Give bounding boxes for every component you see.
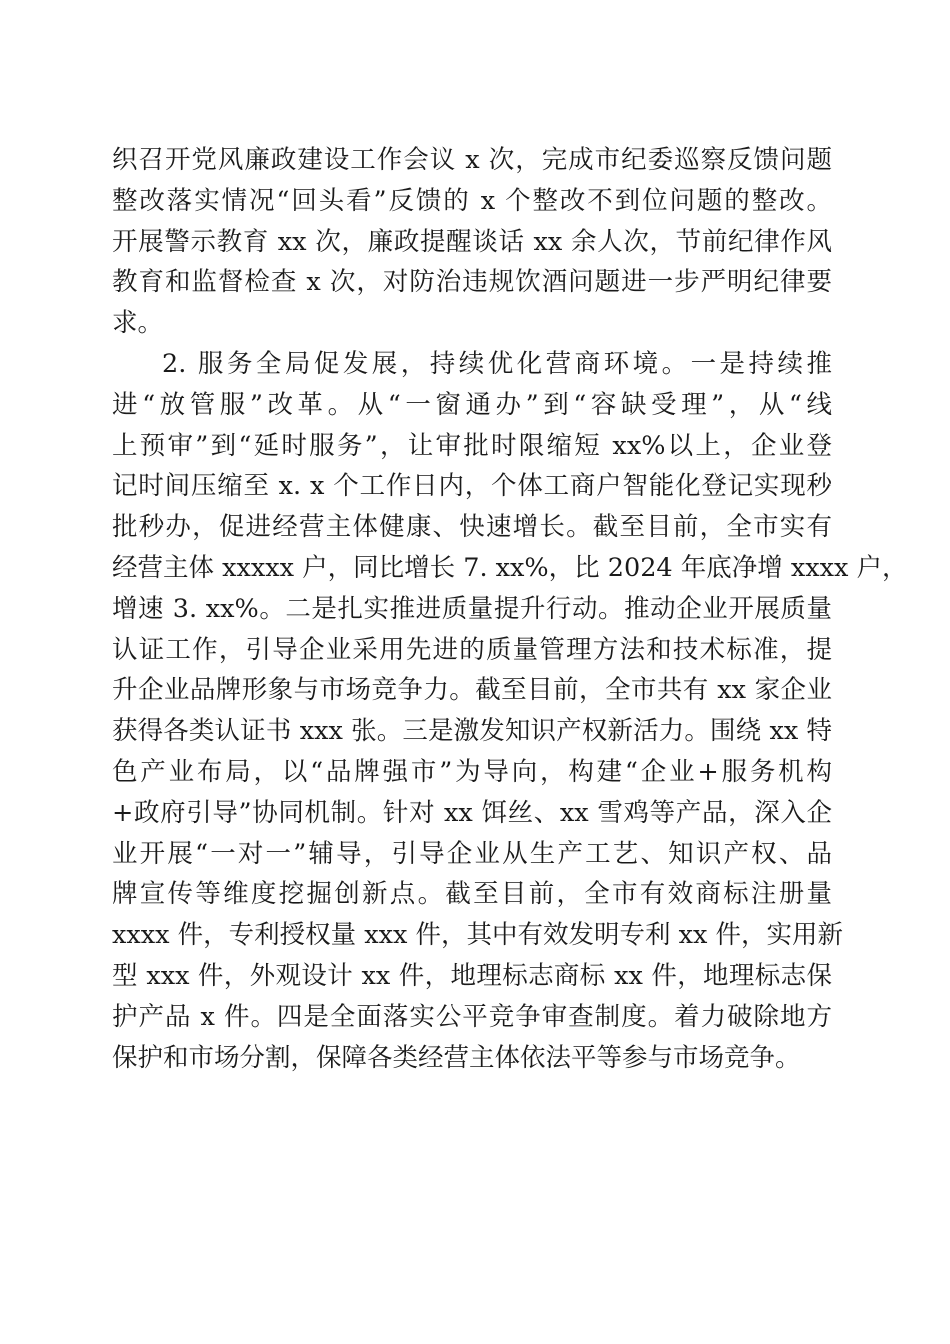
paragraph-line: 获得各类认证书 xxx 张。三是激发知识产权新活力。围绕 xx 特 [112,716,832,747]
paragraph-line: 升企业品牌形象与市场竞争力。截至目前，全市共有 xx 家企业 [112,675,832,706]
paragraph-line: 上预审”到“延时服务”，让审批时限缩短 xx%以上，企业登 [112,430,832,461]
paragraph-line: 型 xxx 件，外观设计 xx 件，地理标志商标 xx 件，地理标志保 [112,960,832,991]
paragraph-1 [112,140,832,344]
paragraph-line: 色产业布局，以“品牌强市”为导向，构建“企业+服务机构 [112,756,832,787]
paragraph-line: 业开展“一对一”辅导，引导企业从生产工艺、知识产权、品 [112,838,832,869]
paragraph-line: 批秒办，促进经营主体健康、快速增长。截至目前，全市实有 [112,512,832,543]
paragraph-line: 护产品 x 件。四是全面落实公平竞争审查制度。着力破除地方 [112,1001,832,1032]
paragraph-line: 整改落实情况“回头看”反馈的 x 个整改不到位问题的整改。 [112,185,832,216]
paragraph-line: 开展警示教育 xx 次，廉政提醒谈话 xx 余人次，节前纪律作风 [112,226,832,257]
paragraph-line: 记时间压缩至 x. x 个工作日内，个体工商户智能化登记实现秒 [112,471,832,502]
document-body [112,140,908,1078]
paragraph-line: 织召开党风廉政建设工作会议 x 次，完成市纪委巡察反馈问题 [112,145,832,175]
paragraph-line: 认证工作，引导企业采用先进的质量管理方法和技术标准，提 [112,634,832,665]
paragraph-line: +政府引导”协同机制。针对 xx 饵丝、xx 雪鸡等产品，深入企 [112,797,832,828]
paragraph-line: 教育和监督检查 x 次，对防治违规饮酒问题进一步严明纪律要 [112,267,832,298]
paragraph-2 [112,344,908,1078]
paragraph-line: 牌宣传等维度挖掘创新点。截至目前，全市有效商标注册量 [112,879,832,910]
paragraph-line: xxxx 件，专利授权量 xxx 件，其中有效发明专利 xx 件，实用新 [112,920,843,951]
paragraph-line: 增速 3. xx%。二是扎实推进质量提升行动。推动企业开展质量 [112,593,832,624]
paragraph-line: 保护和市场分割，保障各类经营主体依法平等参与市场竞争。 [112,1042,801,1073]
paragraph-line: 求。 [112,308,164,339]
paragraph-line: 2. 服务全局促发展，持续优化营商环境。一是持续推 [162,348,832,379]
paragraph-line: 进“放管服”改革。从“一窗通办”到“容缺受理”，从“线 [112,389,832,420]
paragraph-line: 经营主体 xxxxx 户，同比增长 7. xx%，比 2024 年底净增 xxxx 户， [112,552,908,583]
